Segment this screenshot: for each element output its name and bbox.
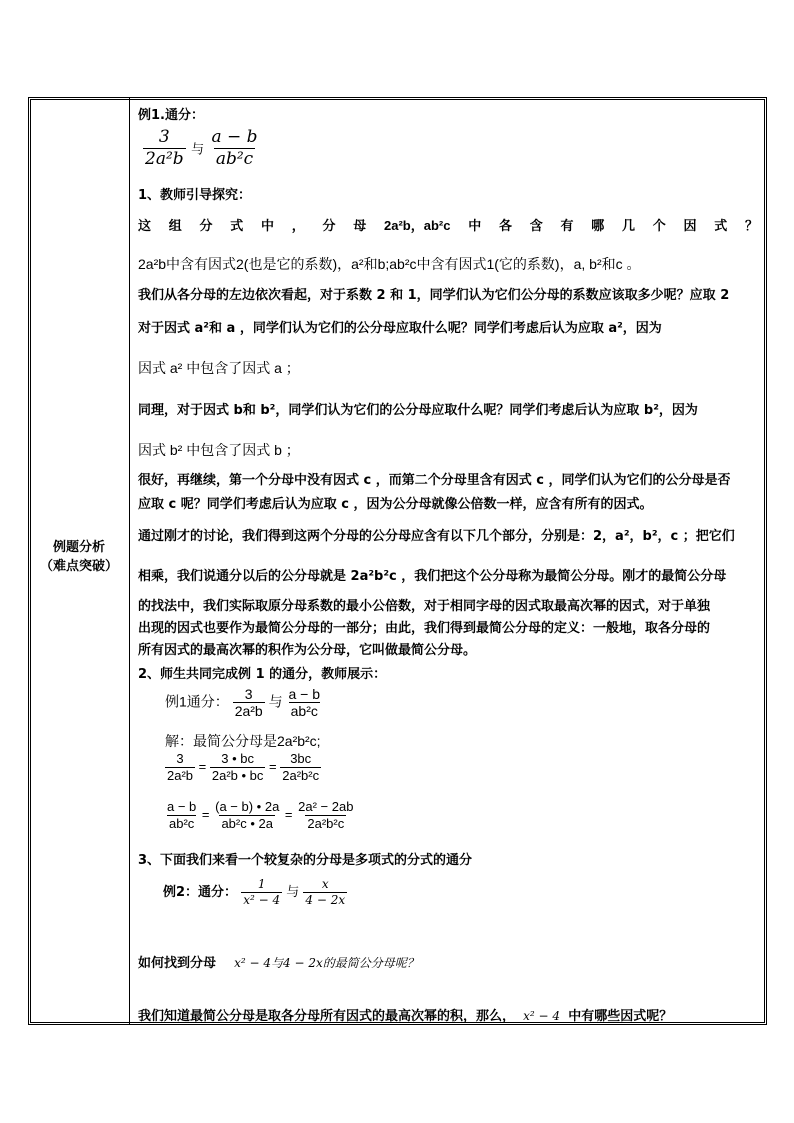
row-label (29, 538, 129, 576)
q1-char-2: 分 (199, 219, 213, 234)
eq2-equals-1: = (201, 807, 210, 823)
q1-tail-char-8: 式 (714, 219, 728, 234)
row-label-line1: 例题分析 (52, 540, 105, 555)
q1-tail-char-1: 各 (498, 219, 512, 234)
para-d-line4: 出现的因式也要作为最简公分母的一部分；由此，我们得到最简公分母的定义：一般地，取各分母的 (138, 621, 711, 636)
ex1-f1-den: 2a²b (145, 148, 184, 169)
ex2-fraction-2 (303, 878, 347, 907)
ex2-heading: 例2：通分： (163, 885, 238, 901)
eq2-a-den: ab²c (168, 815, 195, 831)
para-d-line1: 通过刚才的讨论，我们得到这两个分母的公分母应含有以下几个部分，分别是：2，a²，b²，c ；把它们 (138, 529, 735, 544)
eq2-b-den: ab²c • 2a (221, 815, 273, 831)
para-a-line1: 对于因式 a²和 a ，同学们认为它们的公分母应取什么呢？同学们考虑后认为应取 a²，因为 (138, 321, 662, 336)
q3-line (138, 1005, 672, 1024)
sol-fraction-1 (233, 686, 265, 720)
eq2-frac-c (296, 800, 355, 832)
step3-heading: 3、下面我们来看一个较复杂的分母是多项式的分式的通分 (138, 853, 473, 868)
q1-tail-char-3: 有 (560, 219, 574, 234)
row-label-line2: （难点突破） (39, 559, 118, 574)
factors-line: 2a²b中含有因式2(也是它的系数)，a²和b;ab²c中含有因式1(它的系数)，a, b²和c 。 (138, 256, 641, 272)
ex2-connector: 与 (286, 885, 300, 901)
table-inner-border (30, 99, 765, 1023)
eq1-frac-b (210, 752, 266, 784)
eq2-c-num: 2a² − 2ab (298, 799, 354, 814)
ex1-f1-num: 3 (158, 127, 170, 147)
lesson-table (28, 97, 767, 1025)
q2-expr: x² − 4与4 − 2x的最简公分母呢？ (234, 956, 419, 970)
eq1-frac-a (165, 752, 195, 784)
ex2-f1-num: 1 (257, 877, 266, 891)
eq1-b-den: 2a²b • bc (211, 767, 264, 783)
q1-char-4: 中 (261, 219, 275, 234)
q1-char-0: 这 (138, 219, 152, 234)
q1-tail-char-7: 因 (683, 219, 697, 234)
eq1-b-num: 3 • bc (221, 751, 255, 766)
q3-expr: x² − 4 (523, 1009, 561, 1023)
ex2-line (163, 878, 347, 907)
sol-intro-label: 例1通分： (165, 693, 229, 710)
ex2-fraction-1 (241, 878, 282, 907)
eq2-c-den: 2a²b²c (307, 815, 345, 831)
q1-tail-char-9: ？ (744, 219, 758, 234)
eq1-equals-1: = (198, 759, 207, 775)
eq2-frac-b (213, 800, 281, 832)
sol-connector: 与 (268, 693, 283, 710)
para-b-line2: 因式 b² 中包含了因式 b ； (138, 442, 300, 458)
ex1-f2-num: a − b (211, 127, 258, 147)
ex1-connector: 与 (191, 142, 205, 158)
q1-tail-char-2: 含 (529, 219, 543, 234)
solution-lcd: 解：最简公分母是2a²b²c; (165, 733, 321, 749)
ex2-f2-den: 4 − 2x (305, 892, 346, 907)
q1-tail-char-5: 几 (621, 219, 635, 234)
eq1-equals-2: = (269, 759, 277, 775)
q1-tail-char-0: 中 (468, 219, 482, 234)
para-c-line2: 应取 c 呢？同学们考虑后认为应取 c ，因为公分母就像公倍数一样，应含有所有的因式。 (138, 497, 653, 512)
q1-char-1: 组 (168, 219, 182, 234)
ex1-fraction-2 (209, 128, 259, 169)
q1-line (138, 215, 758, 234)
ex1-heading: 例1.通分： (138, 108, 204, 123)
step2-heading: 2、师生共同完成例 1 的通分，教师展示： (138, 667, 387, 682)
eq2-a-num: a − b (167, 799, 197, 814)
sol-fraction-2 (287, 686, 323, 720)
q1-tail-char-6: 个 (652, 219, 666, 234)
sol-f2-num: a − b (288, 686, 321, 702)
ex1-fraction-1 (143, 128, 186, 169)
para-c-line1: 很好，再继续，第一个分母中没有因式 c ，而第二个分母里含有因式 c ，同学们认为它们的公分母是否 (138, 473, 731, 488)
ex1-fractions (143, 128, 260, 169)
q3-pre: 我们知道最简公分母是取各分母所有因式的最高次幂的积，那么， (138, 1009, 516, 1024)
para-d-line2: 相乘，我们说通分以后的公分母就是 2a²b²c ，我们把这个公分母称为最简公分母。刚才的最简公分母 (138, 569, 727, 584)
q1-denominators: 2a²b，ab²c (384, 218, 451, 233)
q1-char-7: 母 (353, 219, 367, 234)
solution-eq2 (165, 800, 355, 832)
q3-post: 中有哪些因式呢？ (568, 1009, 673, 1024)
sol-f1-den: 2a²b (234, 703, 263, 720)
para-a-line2: 因式 a² 中包含了因式 a ； (138, 360, 300, 376)
para-b-line1: 同理，对于因式 b和 b²，同学们认为它们的公分母应取什么呢？同学们考虑后认为应取 b²，因为 (138, 403, 698, 418)
ex2-f2-num: x (321, 877, 329, 891)
eq1-a-num: 3 (176, 751, 184, 766)
eq1-c-num: 3bc (290, 751, 312, 766)
eq1-c-den: 2a²b²c (282, 767, 320, 783)
para-coefficient: 我们从各分母的左边依次看起，对于系数 2 和 1，同学们认为它们公分母的系数应该取多少呢？应取 2 (138, 288, 730, 303)
q1-justified (138, 215, 758, 234)
ex1-f2-den: ab²c (215, 148, 254, 169)
solution-intro (165, 686, 322, 720)
solution-eq1 (165, 752, 321, 784)
para-d-line3: 的找法中，我们实际取原分母系数的最小公倍数，对于相同字母的因式取最高次幂的因式，对于单独 (138, 599, 711, 614)
step1-heading: 1、教师引导探究： (138, 188, 252, 203)
ex2-f1-den: x² − 4 (243, 892, 281, 907)
q2-line (138, 952, 419, 971)
q1-char-5: ， (291, 219, 305, 234)
eq1-a-den: 2a²b (167, 767, 194, 783)
q1-tail-char-4: 哪 (591, 219, 605, 234)
eq2-b-num: (a − b) • 2a (215, 799, 280, 814)
sol-f1-num: 3 (244, 686, 253, 702)
eq2-frac-a (165, 800, 198, 832)
q1-char-3: 式 (230, 219, 244, 234)
q2-pre: 如何找到分母 (138, 956, 217, 971)
sol-f2-den: ab²c (290, 703, 318, 720)
para-d-line5: 所有因式的最高次幂的积作为公分母，它叫做最简公分母。 (138, 643, 477, 658)
q1-char-6: 分 (322, 219, 336, 234)
eq1-frac-c (280, 752, 321, 784)
eq2-equals-2: = (284, 807, 293, 823)
column-divider (129, 98, 130, 1024)
